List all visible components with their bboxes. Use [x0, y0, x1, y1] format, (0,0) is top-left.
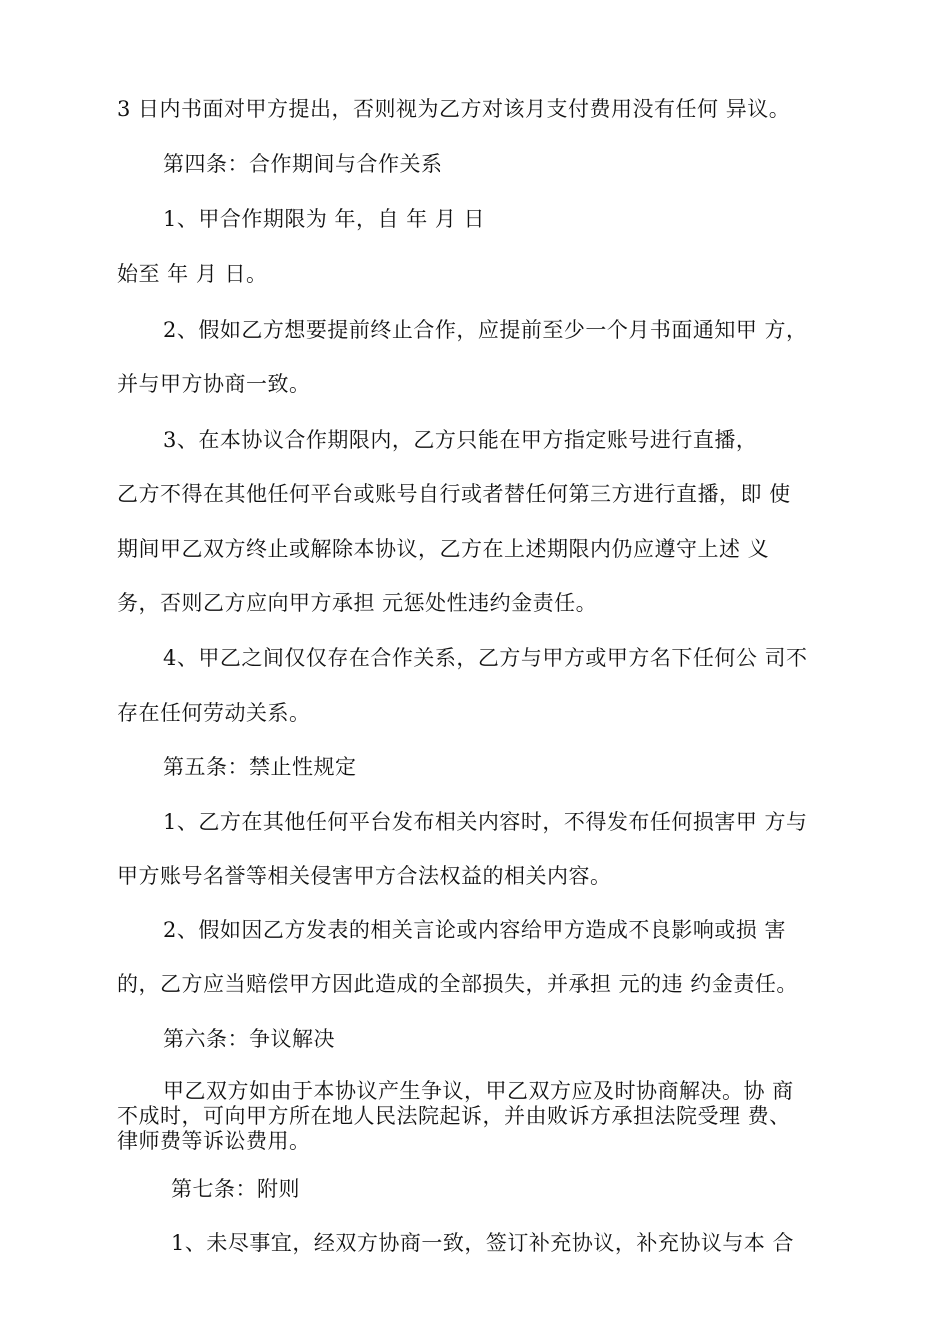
text-line-10: 务，否则乙方应向甲方承担 元惩处性违约金责任。: [117, 591, 598, 615]
section-heading-6: 第六条：争议解决: [163, 1027, 335, 1051]
text-line-14: 1、乙方在其他任何平台发布相关内容时，不得发布任何损害甲 方与: [163, 810, 808, 834]
text-line-16: 2、假如因乙方发表的相关言论或内容给甲方造成不良影响或损 害: [163, 918, 787, 942]
text-line-8: 乙方不得在其他任何平台或账号自行或者替任何第三方进行直播，即 使: [117, 482, 791, 506]
text-line-6: 并与甲方协商一致。: [117, 372, 311, 396]
section-heading-5: 第五条：禁止性规定: [163, 755, 357, 779]
text-line-12: 存在任何劳动关系。: [117, 701, 311, 725]
text-line-15: 甲方账号名誉等相关侵害甲方合法权益的相关内容。: [117, 864, 612, 888]
text-line-19: 甲乙双方如由于本协议产生争议，甲乙双方应及时协商解决。协 商: [163, 1079, 794, 1103]
text-line-4: 始至 年 月 日。: [117, 262, 268, 286]
text-line-20: 不成时，可向甲方所在地人民法院起诉，并由败诉方承担法院受理 费、: [117, 1104, 791, 1128]
text-line-5: 2、假如乙方想要提前终止合作，应提前至少一个月书面通知甲 方，: [163, 318, 808, 342]
text-line-11: 4、甲乙之间仅仅存在合作关系，乙方与甲方或甲方名下任何公 司不: [163, 646, 808, 670]
text-line-3: 1、甲合作期限为 年，自 年 月 日: [163, 207, 486, 231]
text-line-1: 3 日内书面对甲方提出，否则视为乙方对该月支付费用没有任何 异议。: [117, 97, 791, 121]
section-heading-7: 第七条：附则: [171, 1177, 300, 1201]
text-line-7: 3、在本协议合作期限内，乙方只能在甲方指定账号进行直播，: [163, 428, 758, 452]
text-line-23: 1、未尽事宜，经双方协商一致，签订补充协议，补充协议与本 合: [171, 1231, 795, 1255]
text-line-17: 的，乙方应当赔偿甲方因此造成的全部损失，并承担 元的违 约金责任。: [117, 972, 798, 996]
text-line-21: 律师费等诉讼费用。: [117, 1129, 311, 1153]
text-line-9: 期间甲乙双方终止或解除本协议，乙方在上述期限内仍应遵守上述 义: [117, 537, 770, 561]
section-heading-4: 第四条：合作期间与合作关系: [163, 152, 443, 176]
